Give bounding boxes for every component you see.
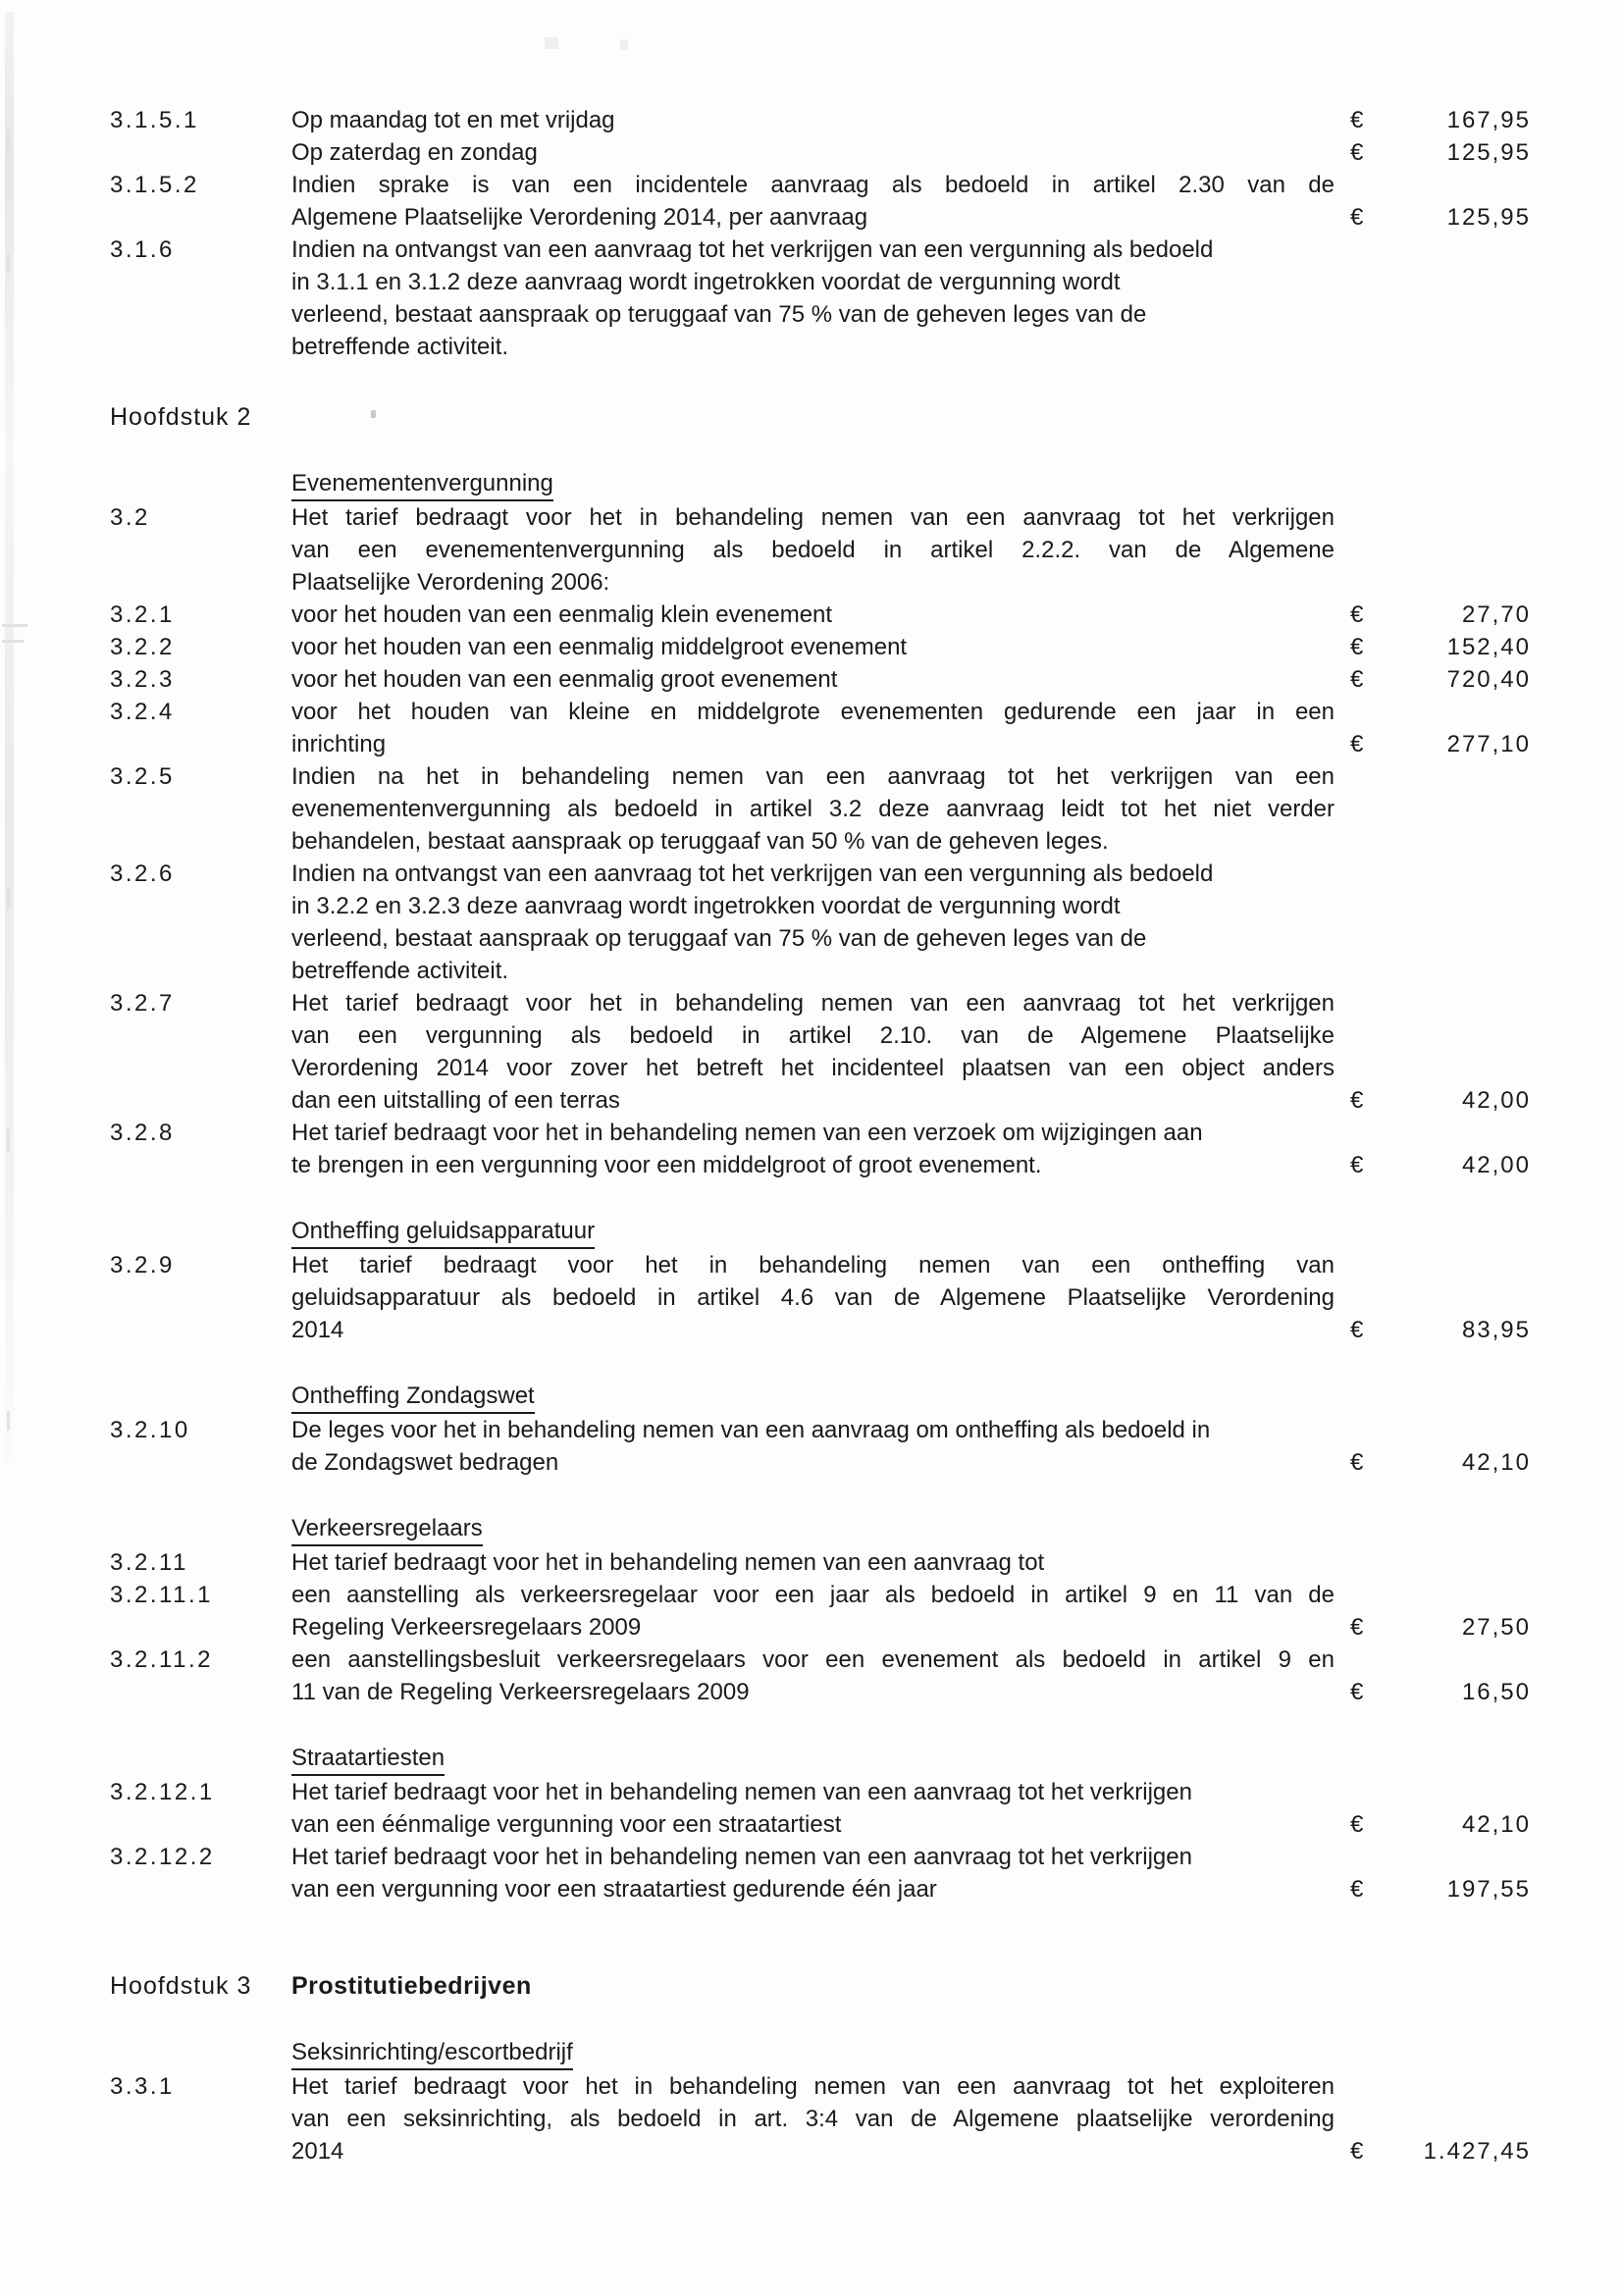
item-description [291,599,1335,631]
item-line: betreffende activiteit. [291,958,509,984]
tariff-row [110,663,1623,696]
section-subheading [110,467,1623,501]
subheading-text: Evenementenvergunning [291,469,553,501]
currency-symbol: € [1350,666,1364,693]
currency-symbol: € [1350,731,1364,757]
currency-symbol: € [1350,204,1364,231]
item-line: in 3.1.1 en 3.1.2 deze aanvraag wordt ingetrokken voordat de vergunning wordt [291,269,1121,295]
currency-symbol: € [1350,1679,1364,1705]
item-description [291,760,1335,858]
tariff-row [110,1117,1623,1181]
item-description [291,2070,1335,2167]
item-line: een aanstelling als verkeersregelaar voor een jaar als bedoeld in artikel 9 en 11 van de [291,1582,1335,1608]
item-line: in 3.2.2 en 3.2.3 deze aanvraag wordt ingetrokken voordat de vergunning wordt [291,893,1121,919]
section-subheading [110,2036,1623,2070]
item-description [291,696,1335,760]
item-description [291,169,1335,234]
item-number: 3.1.5.2 [110,172,199,198]
item-line: van een vergunning als bedoeld in artikel 2.10. van de Algemene Plaatselijke [291,1022,1335,1049]
tariff-row [110,1841,1623,1905]
chapter-heading [110,401,1623,434]
item-description [291,1249,1335,1346]
item-amount: 16,50 [1461,1679,1531,1705]
item-number: 3.2.12.2 [110,1844,215,1870]
tariff-row [110,858,1623,987]
item-number: 3.2.4 [110,699,175,725]
item-description [291,987,1335,1117]
item-description [291,234,1335,363]
section-subheading [110,1380,1623,1414]
tariff-row [110,1414,1623,1479]
subheading-text: Verkeersregelaars [291,1514,483,1546]
item-line: Indien na ontvangst van een aanvraag tot het verkrijgen van een vergunning als bedoeld [291,236,1214,263]
item-description [291,1841,1335,1905]
item-amount: 152,40 [1446,634,1531,660]
item-line: 2014 [291,1317,344,1343]
item-number: 3.2.11.2 [110,1646,213,1673]
section-subheading [110,1215,1623,1249]
item-line: verleend, bestaat aanspraak op teruggaaf van 75 % van de geheven leges van de [291,301,1147,328]
tariff-row [110,760,1623,858]
section-subheading [110,1512,1623,1546]
subheading-text: Ontheffing geluidsapparatuur [291,1217,595,1249]
item-line: betreffende activiteit. [291,334,509,360]
item-line: een aanstellingsbesluit verkeersregelaars voor een evenement als bedoeld in artikel 9 en [291,1646,1335,1673]
item-line: voor het houden van een eenmalig middelgroot evenement [291,634,908,660]
tariff-row [110,104,1623,136]
item-line: Het tarief bedraagt voor het in behandeling nemen van een verzoek om wijzigingen aan [291,1120,1203,1146]
item-number: 3.2.8 [110,1120,175,1146]
tariff-row [110,234,1623,363]
item-line: Regeling Verkeersregelaars 2009 [291,1614,642,1641]
item-amount: 720,40 [1446,666,1531,693]
tariff-row [110,1546,1623,1579]
item-description [291,1117,1335,1181]
item-line: Het tarief bedraagt voor het in behandeling nemen van een aanvraag tot het verkrijgen [291,990,1335,1017]
tariff-row [110,599,1623,631]
item-number: 3.3.1 [110,2073,175,2100]
chapter-heading [110,1970,1623,2003]
item-line: de Zondagswet bedragen [291,1449,559,1476]
item-description [291,1579,1335,1644]
currency-symbol: € [1350,601,1364,628]
item-amount: 125,95 [1446,204,1531,231]
item-line: Plaatselijke Verordening 2006: [291,569,610,596]
currency-symbol: € [1350,1876,1364,1903]
item-description [291,1776,1335,1841]
tariff-row [110,2070,1623,2167]
item-description [291,136,1335,169]
subheading-text: Ontheffing Zondagswet [291,1382,535,1414]
item-line: Het tarief bedraagt voor het in behandeling nemen van een aanvraag tot het verkrijgen [291,1844,1192,1870]
item-line: Indien na ontvangst van een aanvraag tot het verkrijgen van een vergunning als bedoeld [291,861,1214,887]
item-line: voor het houden van een eenmalig klein evenement [291,601,833,628]
tariff-row [110,696,1623,760]
section-subheading [110,1742,1623,1776]
item-number: 3.2.1 [110,601,175,628]
chapter-title: Prostitutiebedrijven [291,1972,532,2000]
currency-symbol: € [1350,1152,1364,1178]
chapter-number: Hoofdstuk 3 [110,1972,252,2000]
currency-symbol: € [1350,1317,1364,1343]
currency-symbol: € [1350,1449,1364,1476]
item-amount: 42,10 [1461,1449,1531,1476]
item-line: Het tarief bedraagt voor het in behandeling nemen van een ontheffing van [291,1252,1335,1278]
tariff-row [110,631,1623,663]
item-line: van een seksinrichting, als bedoeld in art. 3:4 van de Algemene plaatselijke verordening [291,2106,1335,2132]
item-description [291,1546,1335,1579]
item-amount: 277,10 [1446,731,1531,757]
item-line: Het tarief bedraagt voor het in behandeling nemen van een aanvraag tot [291,1549,1045,1576]
tariff-row [110,136,1623,169]
item-number: 3.2.11 [110,1549,188,1576]
item-line: van een evenementenvergunning als bedoeld in artikel 2.2.2. van de Algemene [291,537,1335,563]
currency-symbol: € [1350,634,1364,660]
item-description [291,104,1335,136]
item-number: 3.2.9 [110,1252,175,1278]
item-line: Het tarief bedraagt voor het in behandeling nemen van een aanvraag tot het exploiteren [291,2073,1335,2100]
item-line: Het tarief bedraagt voor het in behandeling nemen van een aanvraag tot het verkrijgen [291,504,1335,531]
currency-symbol: € [1350,2138,1364,2165]
item-description [291,1414,1335,1479]
tariff-row [110,501,1623,599]
tariff-row [110,1644,1623,1708]
currency-symbol: € [1350,1614,1364,1641]
tariff-row [110,987,1623,1117]
item-line: Het tarief bedraagt voor het in behandeling nemen van een aanvraag tot het verkrijgen [291,1779,1192,1805]
item-amount: 125,95 [1446,139,1531,166]
currency-symbol: € [1350,1811,1364,1838]
item-number: 3.2.3 [110,666,175,693]
item-amount: 167,95 [1446,107,1531,133]
currency-symbol: € [1350,139,1364,166]
item-number: 3.2.6 [110,861,175,887]
item-line: van een éénmalige vergunning voor een straatartiest [291,1811,842,1838]
tariff-row [110,1579,1623,1644]
item-description [291,1644,1335,1708]
item-line: Indien sprake is van een incidentele aanvraag als bedoeld in artikel 2.30 van de [291,172,1335,198]
item-amount: 27,70 [1461,601,1531,628]
item-line: inrichting [291,731,387,757]
tariff-row [110,1249,1623,1346]
item-number: 3.2.11.1 [110,1582,213,1608]
item-number: 3.2 [110,504,150,531]
item-description [291,858,1335,987]
item-amount: 42,00 [1461,1087,1531,1114]
item-number: 3.2.2 [110,634,175,660]
item-number: 3.2.12.1 [110,1779,215,1805]
item-amount: 27,50 [1461,1614,1531,1641]
item-amount: 1.427,45 [1423,2138,1531,2165]
item-line: voor het houden van een eenmalig groot evenement [291,666,838,693]
item-number: 3.2.7 [110,990,175,1017]
item-line: voor het houden van kleine en middelgrote evenementen gedurende een jaar in een [291,699,1335,725]
item-line: De leges voor het in behandeling nemen van een aanvraag om ontheffing als bedoeld in [291,1417,1211,1443]
item-line: van een vergunning voor een straatartiest gedurende één jaar [291,1876,937,1903]
subheading-text: Seksinrichting/escortbedrijf [291,2038,573,2070]
item-line: Indien na het in behandeling nemen van een aanvraag tot het verkrijgen van een [291,763,1335,790]
item-description [291,663,1335,696]
item-number: 3.2.5 [110,763,175,790]
item-description [291,501,1335,599]
item-number: 3.1.6 [110,236,175,263]
tariff-row [110,1776,1623,1841]
subheading-text: Straatartiesten [291,1744,445,1776]
item-line: 11 van de Regeling Verkeersregelaars 2009 [291,1679,750,1705]
tariff-row [110,169,1623,234]
item-description [291,631,1335,663]
item-line: evenementenvergunning als bedoeld in artikel 3.2 deze aanvraag leidt tot het niet verder [291,796,1335,822]
currency-symbol: € [1350,1087,1364,1114]
item-amount: 197,55 [1446,1876,1531,1903]
item-line: dan een uitstalling of een terras [291,1087,620,1114]
item-line: Algemene Plaatselijke Verordening 2014, per aanvraag [291,204,868,231]
item-line: Verordening 2014 voor zover het betreft het incidenteel plaatsen van een object anders [291,1055,1335,1081]
item-line: Op maandag tot en met vrijdag [291,107,615,133]
item-number: 3.2.10 [110,1417,190,1443]
item-line: Op zaterdag en zondag [291,139,538,166]
item-line: te brengen in een vergunning voor een middelgroot of groot evenement. [291,1152,1042,1178]
item-amount: 83,95 [1461,1317,1531,1343]
item-line: verleend, bestaat aanspraak op teruggaaf van 75 % van de geheven leges van de [291,925,1147,952]
currency-symbol: € [1350,107,1364,133]
item-number: 3.1.5.1 [110,107,199,133]
item-line: geluidsapparatuur als bedoeld in artikel 4.6 van de Algemene Plaatselijke Verordening [291,1284,1335,1311]
item-amount: 42,10 [1461,1811,1531,1838]
item-amount: 42,00 [1461,1152,1531,1178]
item-line: 2014 [291,2138,344,2165]
item-line: behandelen, bestaat aanspraak op teruggaaf van 50 % van de geheven leges. [291,828,1109,855]
chapter-number: Hoofdstuk 2 [110,403,252,431]
